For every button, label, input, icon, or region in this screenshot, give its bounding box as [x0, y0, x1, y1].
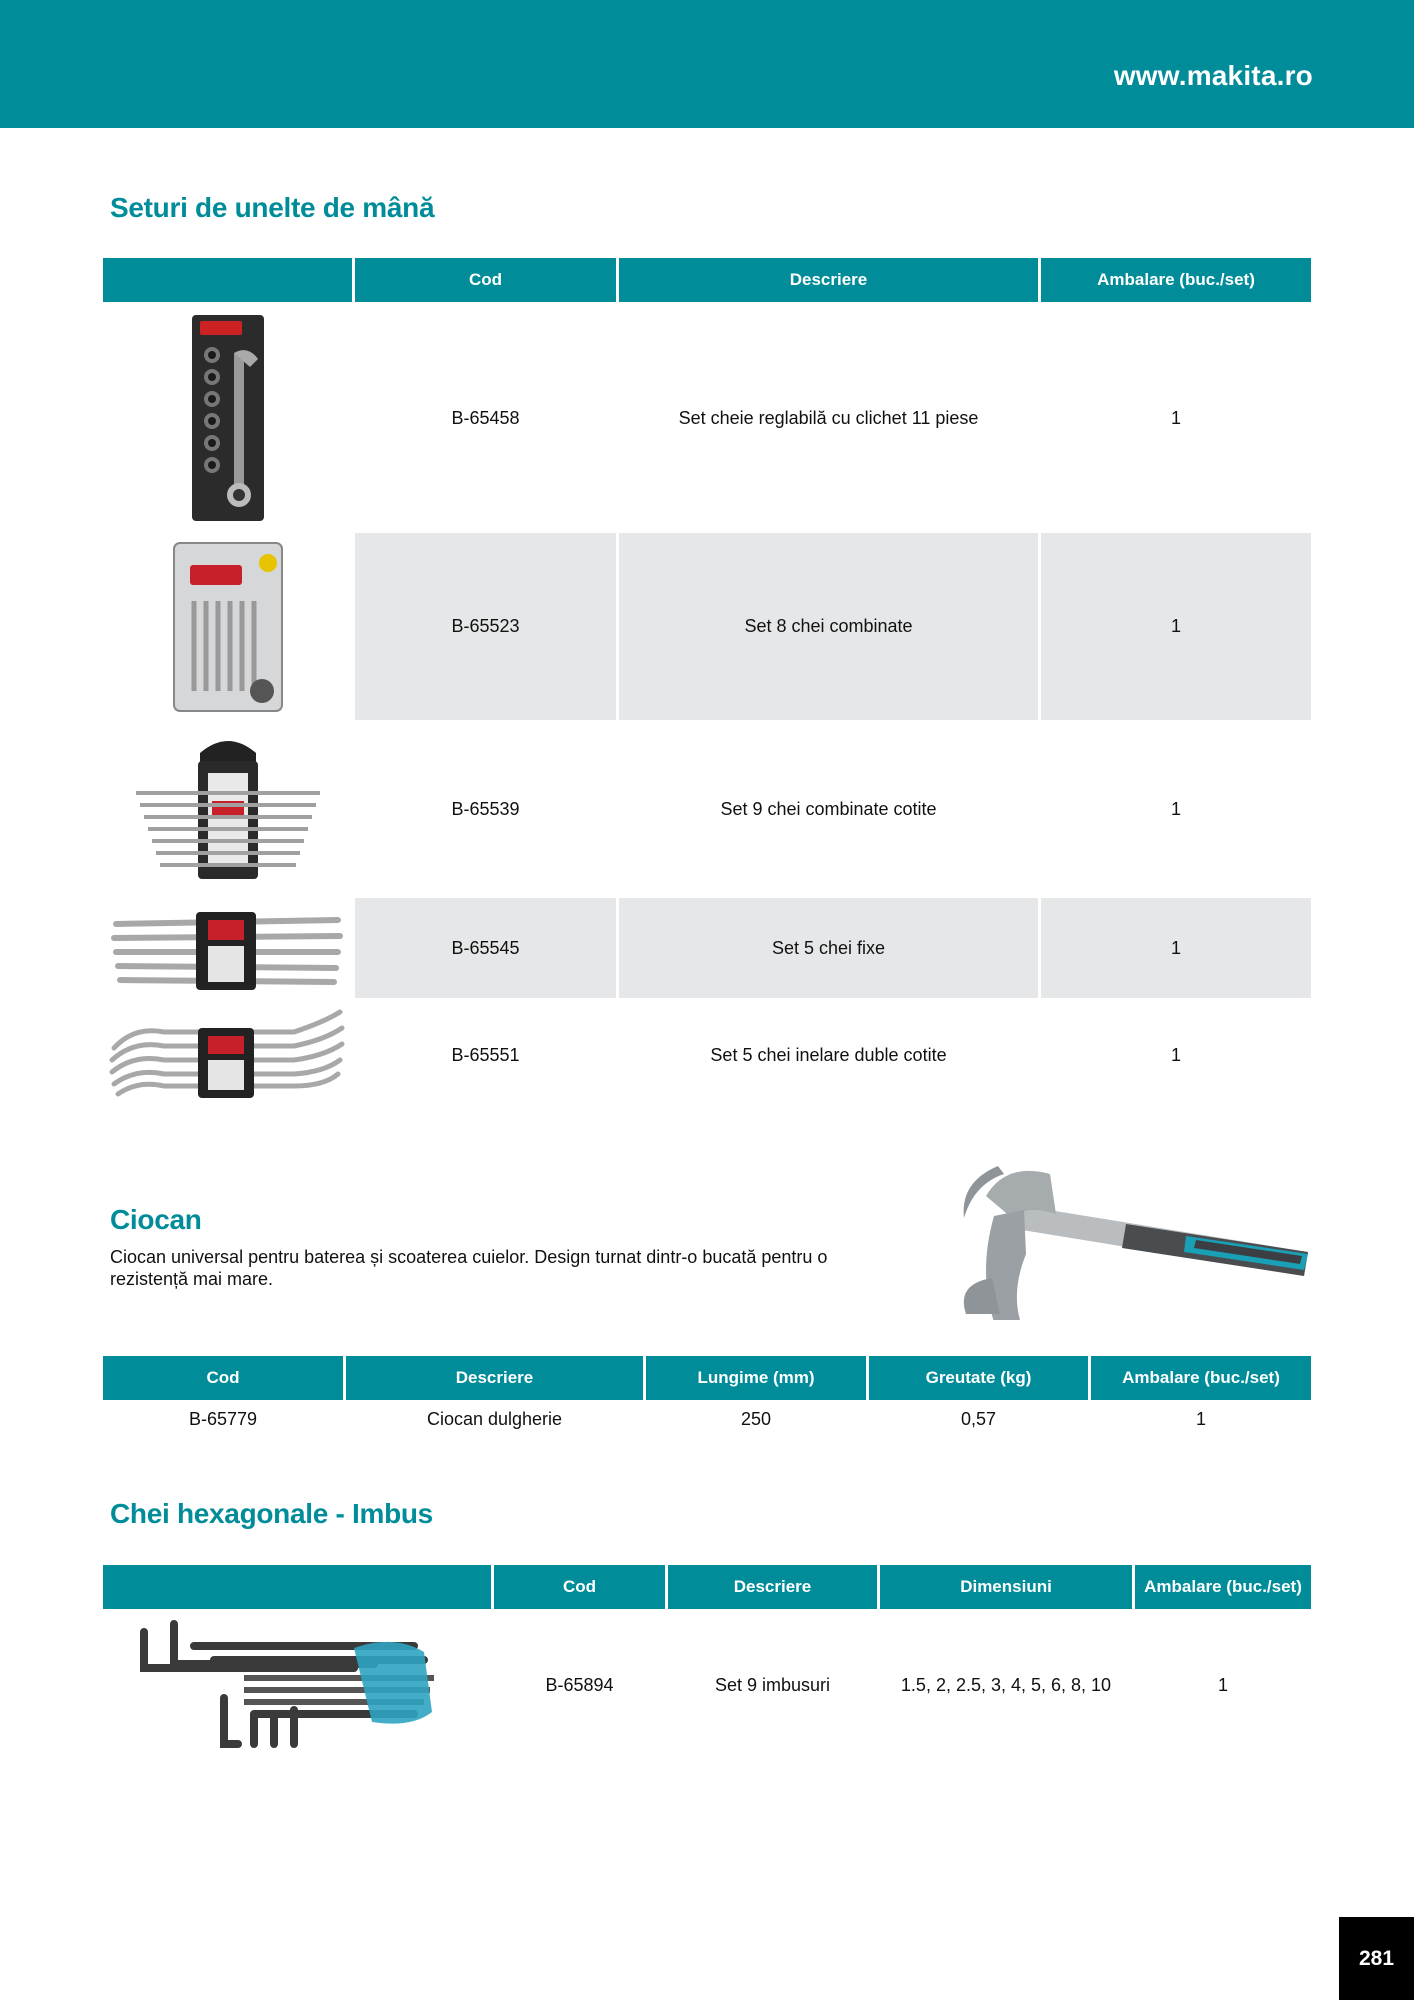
website-url[interactable]: www.makita.ro [1113, 60, 1313, 91]
column-header-descriere: Descriere [619, 258, 1038, 302]
product-image-ratchet-set [190, 313, 266, 528]
hex-table-header-image [103, 1565, 491, 1609]
hex-column-header-dimensiuni: Dimensiuni [880, 1565, 1132, 1609]
row-1-cod: B-65458 [451, 407, 520, 428]
product-image-open-end-wrench-set [104, 906, 350, 999]
product-image-hex-key-set [134, 1618, 458, 1757]
column-header-cod: Cod [355, 258, 616, 302]
hammer-lungime: 250 [740, 1408, 772, 1429]
row-5-descriere: Set 5 chei inelare duble cotite [710, 1044, 947, 1065]
row-2-descriere: Set 8 chei combinate [619, 533, 1038, 720]
page-number: 281 [1339, 1917, 1414, 2000]
row-3-descriere: Set 9 chei combinate cotite [720, 798, 937, 819]
hammer-column-header-greutate: Greutate (kg) [869, 1356, 1088, 1400]
hex-dimensiuni: 1.5, 2, 2.5, 3, 4, 5, 6, 8, 10 [900, 1674, 1112, 1695]
hex-descriere: Set 9 imbusuri [714, 1674, 831, 1695]
hammer-column-header-lungime: Lungime (mm) [646, 1356, 866, 1400]
hammer-cod: B-65779 [188, 1408, 258, 1429]
row-4-ambalare: 1 [1041, 898, 1311, 998]
hammer-descriere: Ciocan dulgherie [426, 1408, 563, 1429]
hammer-greutate: 0,57 [960, 1408, 997, 1429]
section-title-hex-keys: Chei hexagonale - Imbus [110, 1498, 433, 1529]
table-header-image [103, 258, 352, 302]
page-header [0, 0, 1414, 128]
row-4-cod: B-65545 [355, 898, 616, 998]
section-title-hand-tools: Seturi de unelte de mână [110, 192, 435, 223]
hex-column-header-cod: Cod [494, 1565, 665, 1609]
hex-cod: B-65894 [545, 1674, 614, 1695]
product-image-hammer [946, 1166, 1312, 1325]
row-2-cod: B-65523 [355, 533, 616, 720]
product-image-offset-wrench-set [128, 733, 328, 890]
row-3-cod: B-65539 [451, 798, 520, 819]
hammer-column-header-descriere: Descriere [346, 1356, 643, 1400]
hex-column-header-descriere: Descriere [668, 1565, 877, 1609]
row-4-descriere: Set 5 chei fixe [619, 898, 1038, 998]
row-1-descriere: Set cheie reglabilă cu clichet 11 piese [678, 407, 979, 428]
hammer-ambalare: 1 [1195, 1408, 1206, 1429]
row-2-ambalare: 1 [1041, 533, 1311, 720]
column-header-ambalare: Ambalare (buc./set) [1041, 258, 1311, 302]
hammer-description: Ciocan universal pentru baterea și scoaterea cuielor. Design turnat dintr-o bucată pentru o rezistență mai mare. [110, 1247, 828, 1289]
row-3-ambalare: 1 [1170, 798, 1181, 819]
row-5-ambalare: 1 [1170, 1044, 1181, 1065]
row-1-ambalare: 1 [1170, 407, 1181, 428]
row-5-cod: B-65551 [451, 1044, 520, 1065]
product-image-combination-wrench-set [172, 541, 284, 718]
product-image-ring-spanner-set [104, 1008, 350, 1105]
section-title-hammer: Ciocan [110, 1204, 202, 1235]
hex-column-header-ambalare: Ambalare (buc./set) [1135, 1565, 1311, 1609]
hammer-column-header-ambalare: Ambalare (buc./set) [1091, 1356, 1311, 1400]
hammer-column-header-cod: Cod [103, 1356, 343, 1400]
hex-ambalare: 1 [1217, 1674, 1228, 1695]
